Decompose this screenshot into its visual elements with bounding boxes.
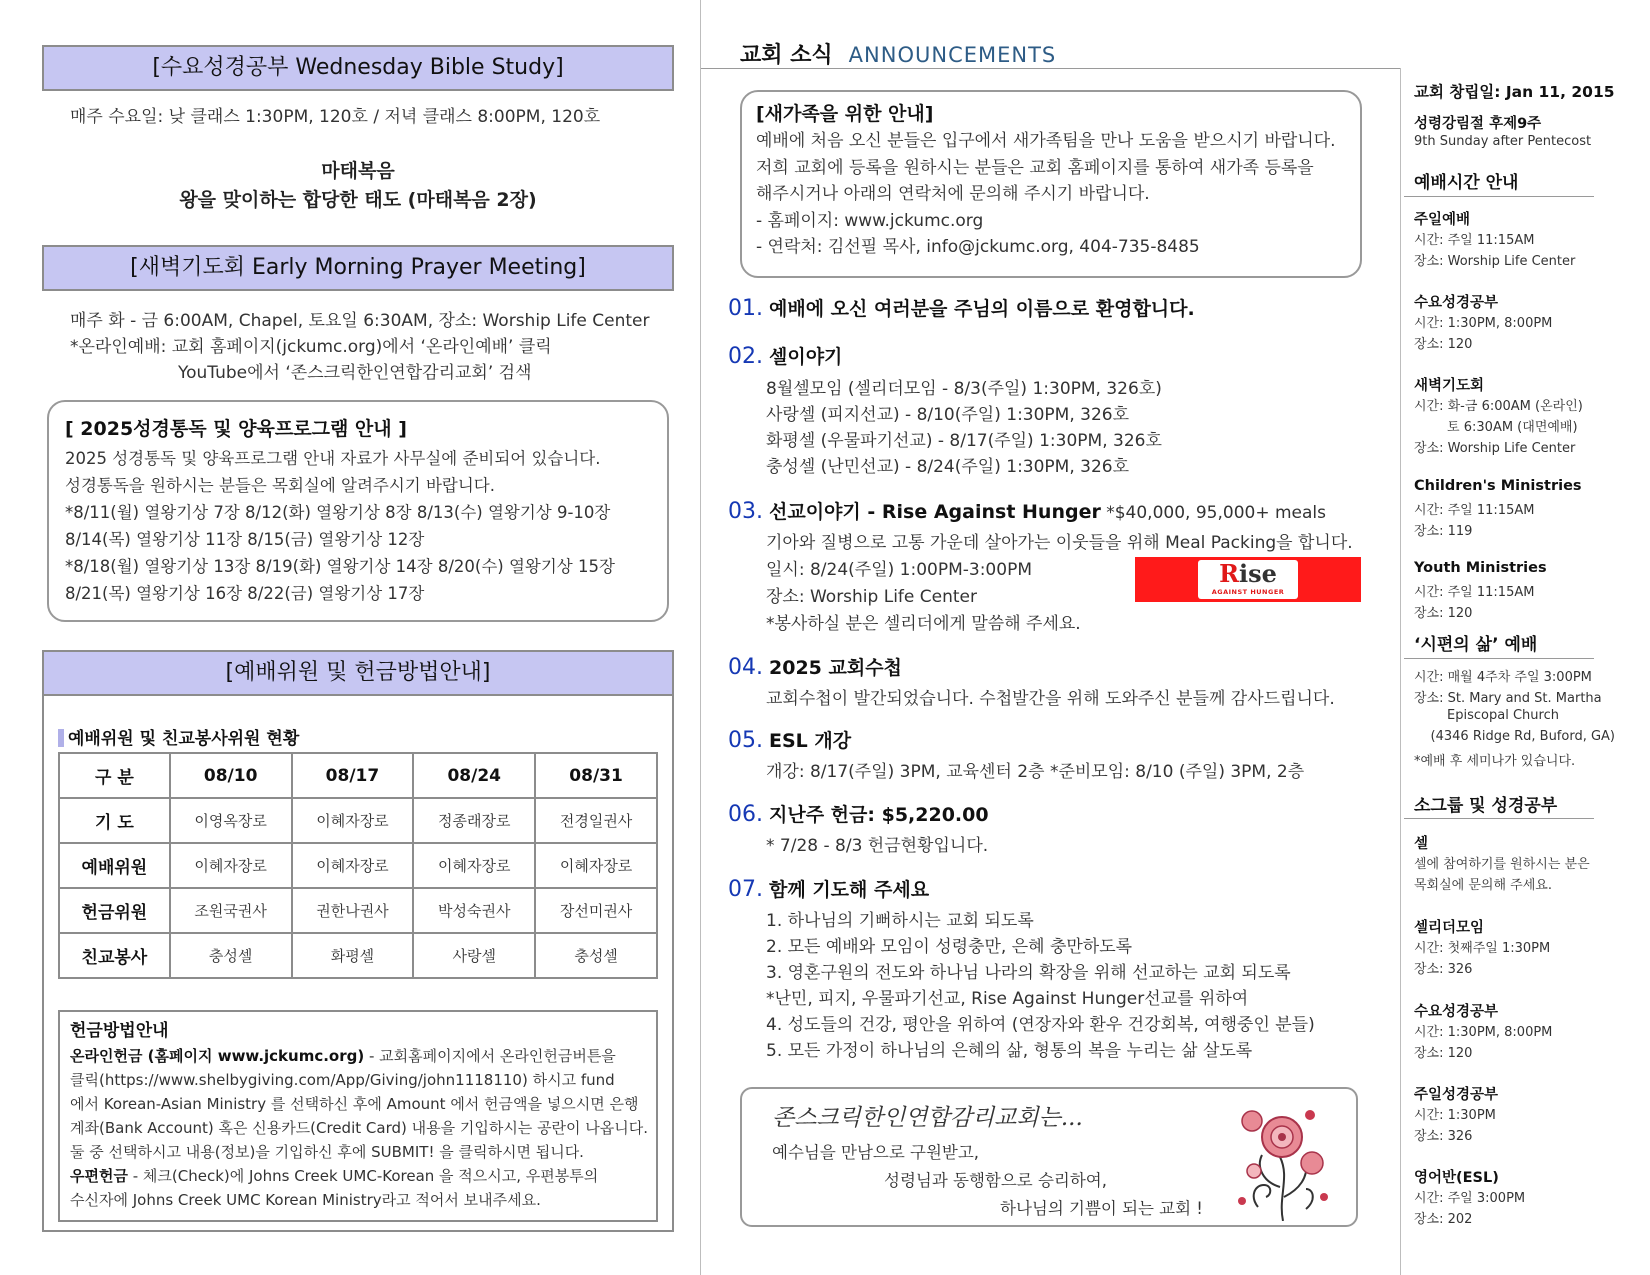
table-header-cell: 08/31 bbox=[535, 753, 657, 798]
announcement-line: 기아와 질병으로 고통 가운데 살아가는 이웃들을 위해 Meal Packing을 합니다. bbox=[766, 533, 1353, 553]
rise-against-hunger-logo bbox=[1135, 557, 1361, 602]
reading-line: 8/14(목) 열왕기상 11장 8/15(금) 열왕기상 12장 bbox=[65, 530, 425, 549]
table-cell: 이혜자장로 bbox=[535, 843, 657, 888]
service-detail: 시간: 주일 11:15AM bbox=[1414, 503, 1535, 518]
prayer-item: 1. 하나님의 기뻐하시는 교회 되도록 bbox=[766, 911, 1034, 931]
psalm-detail: 시간: 매월 4주차 주일 3:00PM bbox=[1414, 670, 1592, 685]
announcements-rule bbox=[701, 68, 1401, 69]
offering-line: 에서 Korean-Asian Ministry 를 선택하신 후에 Amount 에서 헌금액을 넣으시면 은행 bbox=[70, 1095, 639, 1113]
motto-line-2: 성령님과 동행함으로 승리하여, bbox=[884, 1171, 1107, 1190]
roster-table bbox=[58, 752, 658, 979]
table-cell: 이혜자장로 bbox=[170, 843, 292, 888]
announcement-01 bbox=[728, 294, 1195, 321]
church-motto-box bbox=[740, 1087, 1358, 1227]
rise-logo-rest: ise bbox=[1239, 559, 1277, 588]
group-detail: 장소: 326 bbox=[1414, 1129, 1473, 1144]
group-detail: 장소: 326 bbox=[1414, 962, 1473, 977]
announcements-title-en: ANNOUNCEMENTS bbox=[848, 43, 1057, 67]
newcomer-contact: - 연락처: 김선필 목사, info@jckumc.org, 404-735-8485 bbox=[756, 237, 1200, 257]
table-cell: 정종래장로 bbox=[413, 798, 535, 843]
table-cell: 이혜자장로 bbox=[292, 843, 414, 888]
service-detail: 시간: 주일 11:15AM bbox=[1414, 585, 1535, 600]
announcement-title: 2025 교회수첩 bbox=[769, 657, 902, 679]
reading-program-box bbox=[47, 400, 669, 622]
bible-study-schedule: 매주 수요일: 낮 클래스 1:30PM, 120호 / 저녁 클래스 8:00PM, 120호 bbox=[70, 107, 601, 127]
announcement-title: 선교이야기 - Rise Against Hunger bbox=[769, 501, 1101, 523]
reading-line: *8/18(월) 열왕기상 13장 8/19(화) 열왕기상 14장 8/20(수) 열왕기상 15장 bbox=[65, 557, 615, 576]
announcement-number: 05. bbox=[728, 728, 763, 753]
table-row bbox=[59, 843, 657, 888]
service-detail: 장소: 120 bbox=[1414, 606, 1473, 621]
table-cell: 장선미권사 bbox=[535, 888, 657, 933]
psalm-worship-title: ‘시편의 삶’ 예배 bbox=[1414, 635, 1538, 655]
table-header-row bbox=[59, 753, 657, 798]
worship-committee-header: [예배위원 및 헌금방법안내] bbox=[42, 650, 674, 696]
reading-line: 2025 성경통독 및 양육프로그램 안내 자료가 사무실에 준비되어 있습니다. bbox=[65, 449, 601, 468]
bible-study-book: 마태복음 bbox=[321, 160, 395, 182]
table-cell: 충성셀 bbox=[535, 933, 657, 978]
flower-illustration-icon bbox=[1228, 1097, 1338, 1221]
founding-date: 교회 창립일: Jan 11, 2015 bbox=[1414, 83, 1615, 101]
announcement-line: 화평셀 (우물파기선교) - 8/17(주일) 1:30PM, 326호 bbox=[766, 431, 1162, 451]
service-name: 수요성경공부 bbox=[1414, 295, 1499, 311]
bible-study-topic: 왕을 맞이하는 합당한 태도 (마태복음 2장) bbox=[179, 189, 537, 211]
table-cell: 이영옥장로 bbox=[170, 798, 292, 843]
reading-line: *8/11(월) 열왕기상 7장 8/12(화) 열왕기상 8장 8/13(수) 열왕기상 9-10장 bbox=[65, 503, 611, 522]
announcement-line: 충성셀 (난민선교) - 8/24(주일) 1:30PM, 326호 bbox=[766, 457, 1130, 477]
service-name: Youth Ministries bbox=[1414, 560, 1547, 576]
announcement-04 bbox=[728, 653, 902, 680]
announcement-line: 사랑셀 (피지선교) - 8/10(주일) 1:30PM, 326호 bbox=[766, 405, 1130, 425]
row-label: 헌금위원 bbox=[59, 888, 170, 933]
group-detail: 시간: 1:30PM, 8:00PM bbox=[1414, 1025, 1553, 1040]
newcomer-homepage: - 홈페이지: www.jckumc.org bbox=[756, 210, 984, 231]
roster-subtitle bbox=[58, 724, 299, 749]
announcement-line: *봉사하실 분은 셀리더에게 말씀해 주세요. bbox=[766, 614, 1081, 634]
newcomer-line: 해주시거나 아래의 연락처에 문의해 주시기 바랍니다. bbox=[756, 184, 1150, 204]
mail-offering-text: - 체크(Check)에 Johns Creek UMC-Korean 을 적으시고, 우편봉투의 bbox=[127, 1167, 599, 1185]
roster-subtitle-text: 예배위원 및 친교봉사위원 현황 bbox=[68, 729, 300, 749]
announcement-03 bbox=[728, 497, 1326, 524]
online-offering-line bbox=[70, 1044, 646, 1068]
subtitle-marker bbox=[58, 729, 64, 747]
announcement-line: 8월셀모임 (셀리더모임 - 8/3(주일) 1:30PM, 326호) bbox=[766, 379, 1162, 399]
youtube-note: YouTube에서 ‘존스크릭한인연합감리교회’ 검색 bbox=[178, 363, 532, 383]
announcement-line: 개강: 8/17(주일) 3PM, 교육센터 2층 *준비모임: 8/10 (주일) 3PM, 2층 bbox=[766, 762, 1305, 782]
announcement-02 bbox=[728, 342, 842, 369]
offering-line: 계좌(Bank Account) 혹은 신용카드(Credit Card) 내용을 기입하시는 공란이 나옵니다. bbox=[70, 1119, 649, 1137]
announcement-number: 03. bbox=[728, 499, 763, 524]
announcement-number: 02. bbox=[728, 344, 763, 369]
offering-title: 헌금방법안내 bbox=[70, 1021, 169, 1041]
service-detail: 토 6:30AM (대면예배) bbox=[1414, 420, 1578, 435]
row-label: 친교봉사 bbox=[59, 933, 170, 978]
announcement-title: 예배에 오신 여러분을 주님의 이름으로 환영합니다. bbox=[769, 298, 1195, 320]
motto-line-3: 하나님의 기쁨이 되는 교회 ! bbox=[1000, 1199, 1203, 1218]
group-name: 영어반(ESL) bbox=[1414, 1170, 1499, 1186]
table-cell: 조원국권사 bbox=[170, 888, 292, 933]
sidebar-divider bbox=[1400, 68, 1401, 1275]
offering-line: 클릭(https://www.shelbygiving.com/App/Giving/john1118110) 하시고 fund bbox=[70, 1071, 615, 1089]
announcement-number: 04. bbox=[728, 655, 763, 680]
table-row bbox=[59, 798, 657, 843]
motto-line-1: 예수님을 만남으로 구원받고, bbox=[772, 1143, 980, 1162]
announcement-06 bbox=[728, 800, 989, 827]
announcements-title-ko: 교회 소식 bbox=[740, 43, 833, 68]
prayer-schedule: 매주 화 - 금 6:00AM, Chapel, 토요일 6:30AM, 장소: Worship Life Center bbox=[70, 311, 650, 331]
psalm-detail: (4346 Ridge Rd, Buford, GA) bbox=[1414, 729, 1616, 744]
reading-program-title: [ 2025성경통독 및 양육프로그램 안내 ] bbox=[65, 418, 407, 440]
row-label: 예배위원 bbox=[59, 843, 170, 888]
announcement-title: ESL 개강 bbox=[769, 730, 852, 752]
announcement-line: 장소: Worship Life Center bbox=[766, 587, 977, 607]
announcement-number: 07. bbox=[728, 877, 763, 902]
prayer-item: 2. 모든 예배와 모임이 성령충만, 은혜 충만하도록 bbox=[766, 937, 1133, 957]
bible-study-header: [수요성경공부 Wednesday Bible Study] bbox=[42, 45, 674, 91]
prayer-meeting-header: [새벽기도회 Early Morning Prayer Meeting] bbox=[42, 245, 674, 291]
small-groups-title: 소그룹 및 성경공부 bbox=[1414, 796, 1558, 816]
reading-line: 성경통독을 원하시는 분들은 목회실에 알려주시기 바랍니다. bbox=[65, 476, 495, 495]
table-cell: 이혜자장로 bbox=[413, 843, 535, 888]
rise-logo-badge bbox=[1198, 560, 1298, 599]
worship-committee-section bbox=[42, 650, 674, 1232]
service-detail: 장소: 120 bbox=[1414, 337, 1473, 352]
table-row bbox=[59, 933, 657, 978]
table-cell: 이혜자장로 bbox=[292, 798, 414, 843]
announcement-title: 지난주 헌금: $5,220.00 bbox=[769, 804, 989, 826]
table-row bbox=[59, 888, 657, 933]
rise-logo-word bbox=[1198, 560, 1298, 588]
group-detail: 시간: 첫째주일 1:30PM bbox=[1414, 941, 1551, 956]
mail-offering-line-2: 수신자에 Johns Creek UMC Korean Ministry라고 적어서 보내주세요. bbox=[70, 1191, 541, 1209]
announcement-number: 06. bbox=[728, 802, 763, 827]
service-detail: 장소: 119 bbox=[1414, 524, 1473, 539]
prayer-item: 4. 성도들의 건강, 평안을 위하여 (연장자와 환우 건강회복, 여행중인 분들) bbox=[766, 1015, 1315, 1035]
psalm-detail: *예배 후 세미나가 있습니다. bbox=[1414, 754, 1576, 769]
offering-method-box bbox=[58, 1010, 658, 1222]
table-header-cell: 구 분 bbox=[59, 753, 170, 798]
announcements-title bbox=[740, 38, 1056, 69]
group-name: 수요성경공부 bbox=[1414, 1004, 1499, 1020]
sidebar-rule bbox=[1404, 818, 1594, 819]
newcomer-box bbox=[740, 90, 1362, 278]
offering-line: 둘 중 선택하시고 내용(정보)을 기입하신 후에 SUBMIT! 을 클릭하시면 됩니다. bbox=[70, 1143, 584, 1161]
liturgical-week-en: 9th Sunday after Pentecost bbox=[1414, 134, 1592, 149]
service-detail: 시간: 주일 11:15AM bbox=[1414, 233, 1535, 248]
prayer-item: *난민, 피지, 우물파기선교, Rise Against Hunger선교를 위하여 bbox=[766, 989, 1249, 1009]
table-header-cell: 08/10 bbox=[170, 753, 292, 798]
service-detail: 시간: 1:30PM, 8:00PM bbox=[1414, 316, 1553, 331]
motto-script-title: 존스크릭한인연합감리교회는... bbox=[772, 1105, 1083, 1131]
announcement-title: 함께 기도해 주세요 bbox=[769, 879, 930, 901]
service-name: 새벽기도회 bbox=[1414, 378, 1485, 394]
group-detail: 장소: 202 bbox=[1414, 1212, 1473, 1227]
newcomer-line: 예배에 처음 오신 분들은 입구에서 새가족팀을 만나 도움을 받으시기 바랍니다. bbox=[756, 131, 1336, 151]
group-name: 주일성경공부 bbox=[1414, 1087, 1499, 1103]
table-header-cell: 08/24 bbox=[413, 753, 535, 798]
table-header-cell: 08/17 bbox=[292, 753, 414, 798]
online-worship-note: *온라인예배: 교회 홈페이지(jckumc.org)에서 ‘온라인예배’ 클릭 bbox=[70, 337, 552, 357]
page-divider bbox=[700, 0, 701, 1275]
table-cell: 화평셀 bbox=[292, 933, 414, 978]
reading-line: 8/21(목) 열왕기상 16장 8/22(금) 열왕기상 17장 bbox=[65, 584, 425, 603]
service-detail: 시간: 화-금 6:00AM (온라인) bbox=[1414, 399, 1583, 414]
service-detail: 장소: Worship Life Center bbox=[1414, 254, 1576, 269]
prayer-item: 3. 영혼구원의 전도와 하나님 나라의 확장을 위해 선교하는 교회 되도록 bbox=[766, 963, 1291, 983]
group-detail: 시간: 주일 3:00PM bbox=[1414, 1191, 1526, 1206]
announcement-extra: *$40,000, 95,000+ meals bbox=[1100, 503, 1326, 523]
sidebar-rule bbox=[1404, 196, 1594, 197]
table-cell: 권한나권사 bbox=[292, 888, 414, 933]
announcement-number: 01. bbox=[728, 296, 763, 321]
sidebar-rule bbox=[1404, 658, 1594, 659]
table-cell: 사랑셀 bbox=[413, 933, 535, 978]
rise-logo-tagline: AGAINST HUNGER bbox=[1211, 588, 1285, 596]
row-label: 기 도 bbox=[59, 798, 170, 843]
mail-offering-line bbox=[70, 1164, 646, 1188]
announcement-line: * 7/28 - 8/3 헌금현황입니다. bbox=[766, 836, 989, 856]
group-detail: 목회실에 문의해 주세요. bbox=[1414, 878, 1552, 893]
announcement-line: 일시: 8/24(주일) 1:00PM-3:00PM bbox=[766, 560, 1032, 580]
mail-offering-label: 우편헌금 bbox=[70, 1167, 128, 1185]
psalm-detail: 장소: St. Mary and St. Martha bbox=[1414, 691, 1602, 706]
prayer-item: 5. 모든 가정이 하나님의 은혜의 삶, 형통의 복을 누리는 삶 살도록 bbox=[766, 1041, 1253, 1061]
announcement-07 bbox=[728, 875, 929, 902]
table-cell: 전경일권사 bbox=[535, 798, 657, 843]
service-detail: 장소: Worship Life Center bbox=[1414, 441, 1576, 456]
group-detail: 시간: 1:30PM bbox=[1414, 1108, 1496, 1123]
psalm-detail: Episcopal Church bbox=[1414, 708, 1559, 723]
table-cell: 박성숙권사 bbox=[413, 888, 535, 933]
newcomer-line: 저희 교회에 등록을 원하시는 분들은 교회 홈페이지를 통하여 새가족 등록을 bbox=[756, 157, 1314, 178]
service-times-title: 예배시간 안내 bbox=[1414, 173, 1519, 193]
online-offering-label: 온라인헌금 (홈페이지 www.jckumc.org) bbox=[70, 1047, 365, 1065]
rise-logo-r: R bbox=[1219, 559, 1240, 588]
service-name: 주일예배 bbox=[1414, 212, 1471, 228]
group-detail: 장소: 120 bbox=[1414, 1046, 1473, 1061]
group-name: 셀리더모임 bbox=[1414, 920, 1485, 936]
liturgical-week-ko: 성령강림절 후제9주 bbox=[1414, 116, 1542, 132]
newcomer-title: [새가족을 위한 안내] bbox=[756, 103, 934, 125]
table-cell: 충성셀 bbox=[170, 933, 292, 978]
announcement-line: 교회수첩이 발간되었습니다. 수첩발간을 위해 도와주신 분들께 감사드립니다. bbox=[766, 689, 1335, 709]
online-offering-text: - 교회홈페이지에서 온라인헌금버튼을 bbox=[364, 1047, 616, 1065]
announcement-title: 셀이야기 bbox=[769, 346, 843, 368]
service-name: Children's Ministries bbox=[1414, 478, 1582, 494]
group-name: 셀 bbox=[1414, 836, 1429, 852]
announcement-05 bbox=[728, 726, 851, 753]
group-detail: 셀에 참여하기를 원하시는 분은 bbox=[1414, 857, 1590, 872]
